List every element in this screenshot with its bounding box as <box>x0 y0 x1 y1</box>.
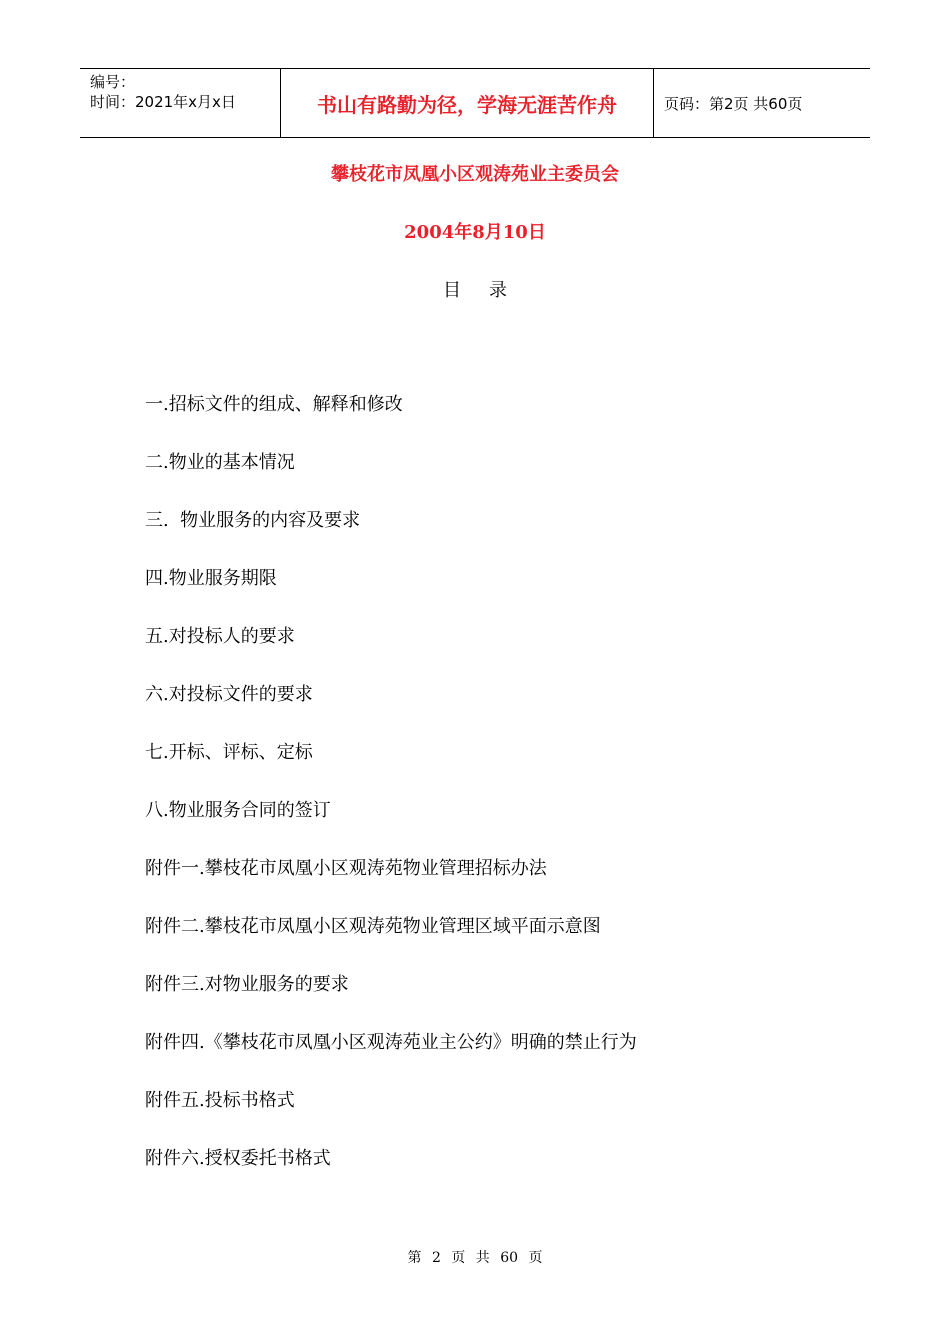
page-footer: 第 2 页 共 60 页 <box>407 1250 543 1266</box>
header-page-cell <box>654 69 870 137</box>
document-date: 2004年8月10日 <box>404 222 546 243</box>
date-label: 时间：2021年x月x日 <box>90 93 236 111</box>
header-meta-cell <box>80 69 281 137</box>
toc-item: 三. 物业服务的内容及要求 <box>145 510 361 531</box>
toc-item: 附件四.《攀枝花市凤凰小区观涛苑业主公约》明确的禁止行为 <box>145 1032 637 1053</box>
toc-item: 一.招标文件的组成、解释和修改 <box>145 394 403 415</box>
toc-item: 附件三.对物业服务的要求 <box>145 974 349 995</box>
toc-item: 二.物业的基本情况 <box>145 452 295 473</box>
toc-item: 附件一.攀枝花市凤凰小区观涛苑物业管理招标办法 <box>145 858 547 879</box>
toc-item: 附件二.攀枝花市凤凰小区观涛苑物业管理区域平面示意图 <box>145 916 601 937</box>
document-header <box>80 68 870 138</box>
number-label: 编号： <box>90 73 136 91</box>
toc-item: 八.物业服务合同的签订 <box>145 800 331 821</box>
toc-item: 六.对投标文件的要求 <box>145 684 313 705</box>
page-info: 页码：第2页 共60页 <box>664 94 803 113</box>
motto-text: 书山有路勤为径，学海无涯苦作舟 <box>317 92 617 117</box>
toc-item: 五.对投标人的要求 <box>145 626 295 647</box>
toc-item: 附件五.投标书格式 <box>145 1090 295 1111</box>
toc-item: 附件六.授权委托书格式 <box>145 1148 331 1169</box>
toc-title: 目录 <box>443 280 535 301</box>
toc-item: 四.物业服务期限 <box>145 568 277 589</box>
toc-item: 七.开标、评标、定标 <box>145 742 313 763</box>
header-motto-cell <box>281 69 654 137</box>
organization-title: 攀枝花市凤凰小区观涛苑业主委员会 <box>331 164 619 185</box>
table-of-contents <box>145 392 637 1204</box>
